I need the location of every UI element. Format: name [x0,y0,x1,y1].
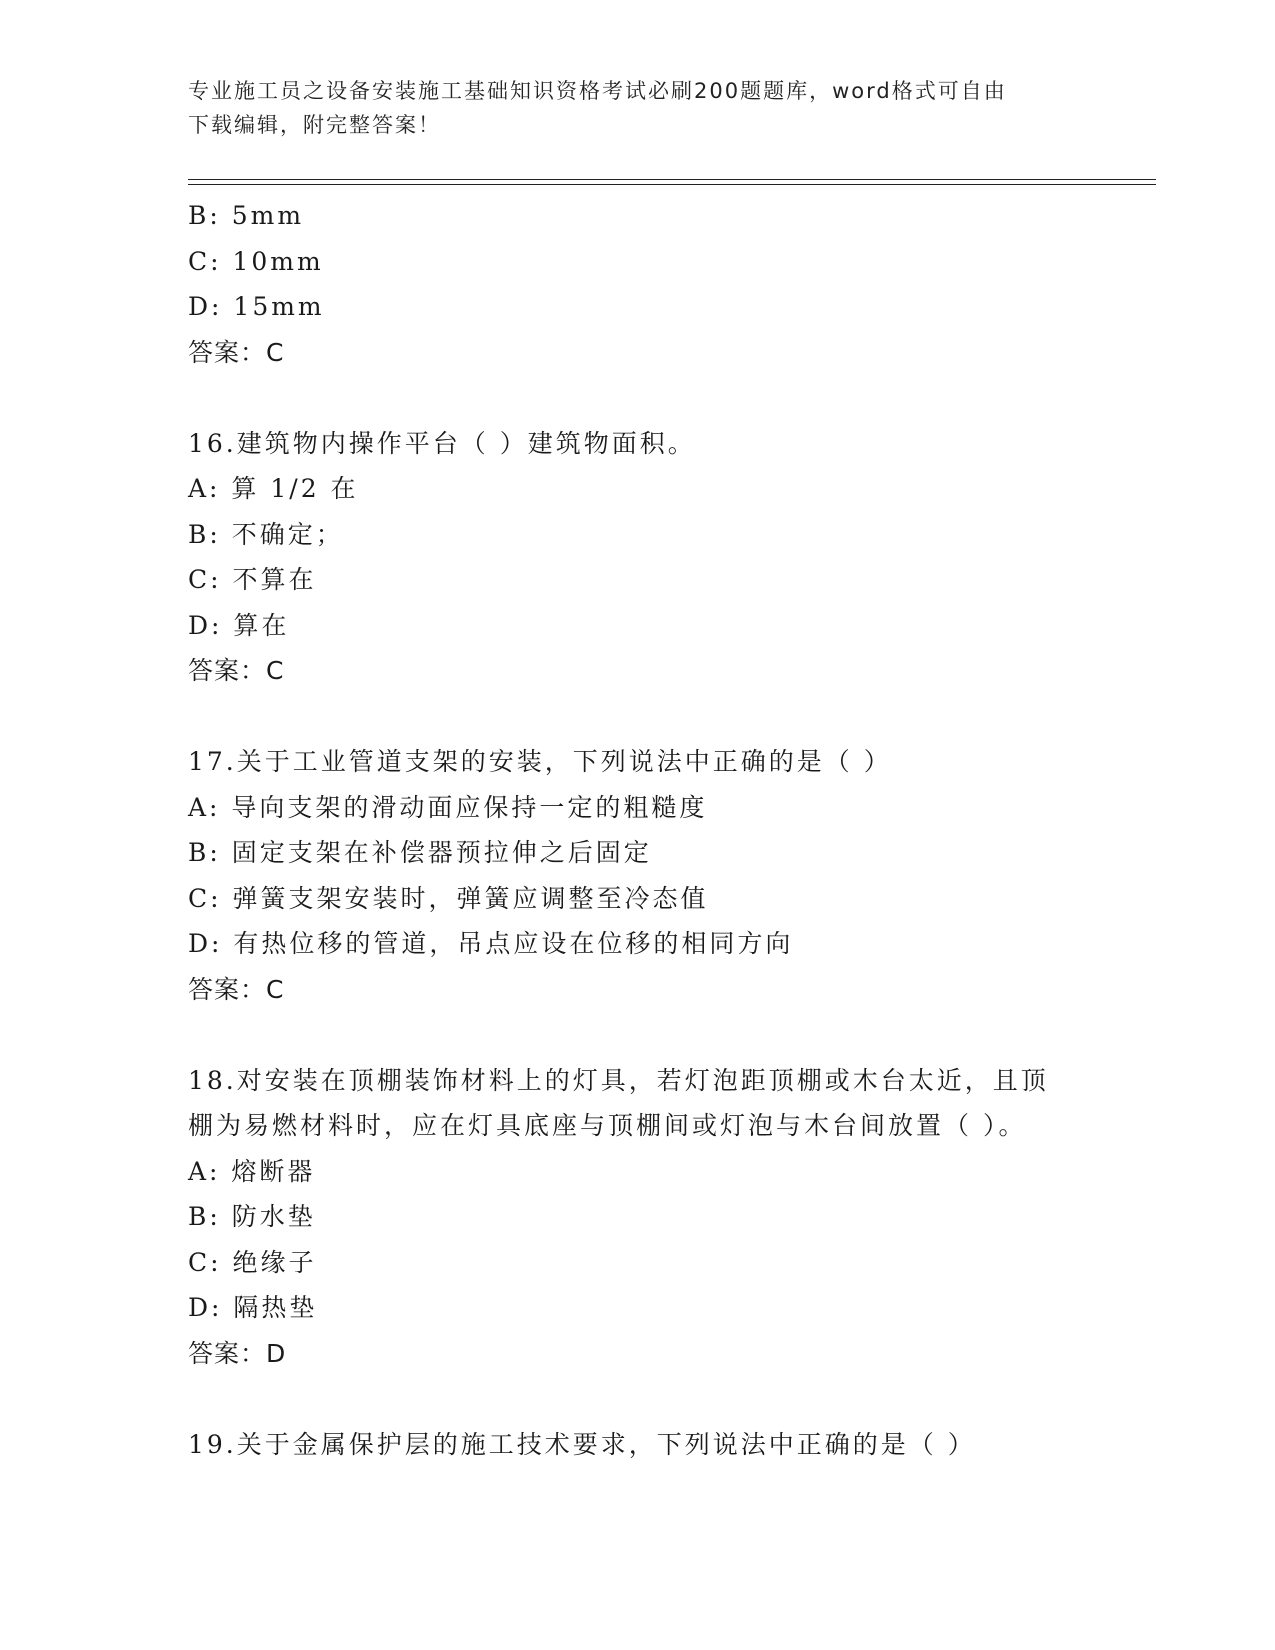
option-a: A: 熔断器 [188,1156,316,1186]
question-16 [188,421,1088,694]
option-b: B: 固定支架在补偿器预拉伸之后固定 [188,838,652,867]
header-rule-top [188,179,1156,180]
option-d: D: 算在 [188,610,290,640]
question-18 [188,1058,1088,1377]
answer-line: 答案：D [188,1338,287,1368]
question-stem-line-2: 棚为易燃材料时，应在灯具底座与顶棚间或灯泡与木台间放置（ ）。 [188,1111,1027,1140]
option-c: C: 弹簧支架安装时，弹簧应调整至冷态值 [188,883,709,913]
document-header [188,74,1068,142]
option-d: D: 有热位移的管道，吊点应设在位移的相同方向 [188,929,794,958]
spacer [188,694,1088,740]
header-line-2: 下载编辑，附完整答案！ [188,113,441,137]
question-stem-line-1: 18.对安装在顶棚装饰材料上的灯具，若灯泡距顶棚或木台太近，且顶 [188,1065,1049,1095]
option-b: B: 不确定； [188,519,344,549]
question-19 [188,1422,1088,1468]
option-d: D: 15mm [188,292,325,321]
option-c: C: 不算在 [188,565,317,594]
option-c: C: 10mm [188,246,324,276]
option-c: C: 绝缘子 [188,1247,317,1277]
spacer [188,375,1088,421]
question-15-tail [188,193,1088,375]
answer-line: 答案：C [188,337,285,367]
question-17 [188,739,1088,1012]
option-d: D: 隔热垫 [188,1293,318,1322]
spacer [188,1012,1088,1058]
question-stem: 17.关于工业管道支架的安装，下列说法中正确的是（ ） [188,747,892,776]
header-rule-bottom [188,184,1156,185]
option-a: A: 算 1/2 在 [188,474,359,503]
option-b: B: 5mm [188,201,305,230]
option-b: B: 防水垫 [188,1202,316,1231]
spacer [188,1376,1088,1422]
question-list [188,193,1088,1467]
answer-line: 答案：C [188,656,285,685]
option-a: A: 导向支架的滑动面应保持一定的粗糙度 [188,792,708,822]
answer-line: 答案：C [188,974,285,1004]
header-line-1: 专业施工员之设备安装施工基础知识资格考试必刷200题题库，word格式可自由 [188,79,1007,103]
question-stem: 19.关于金属保护层的施工技术要求，下列说法中正确的是（ ） [188,1429,976,1459]
question-stem: 16.建筑物内操作平台（ ）建筑物面积。 [188,428,696,458]
